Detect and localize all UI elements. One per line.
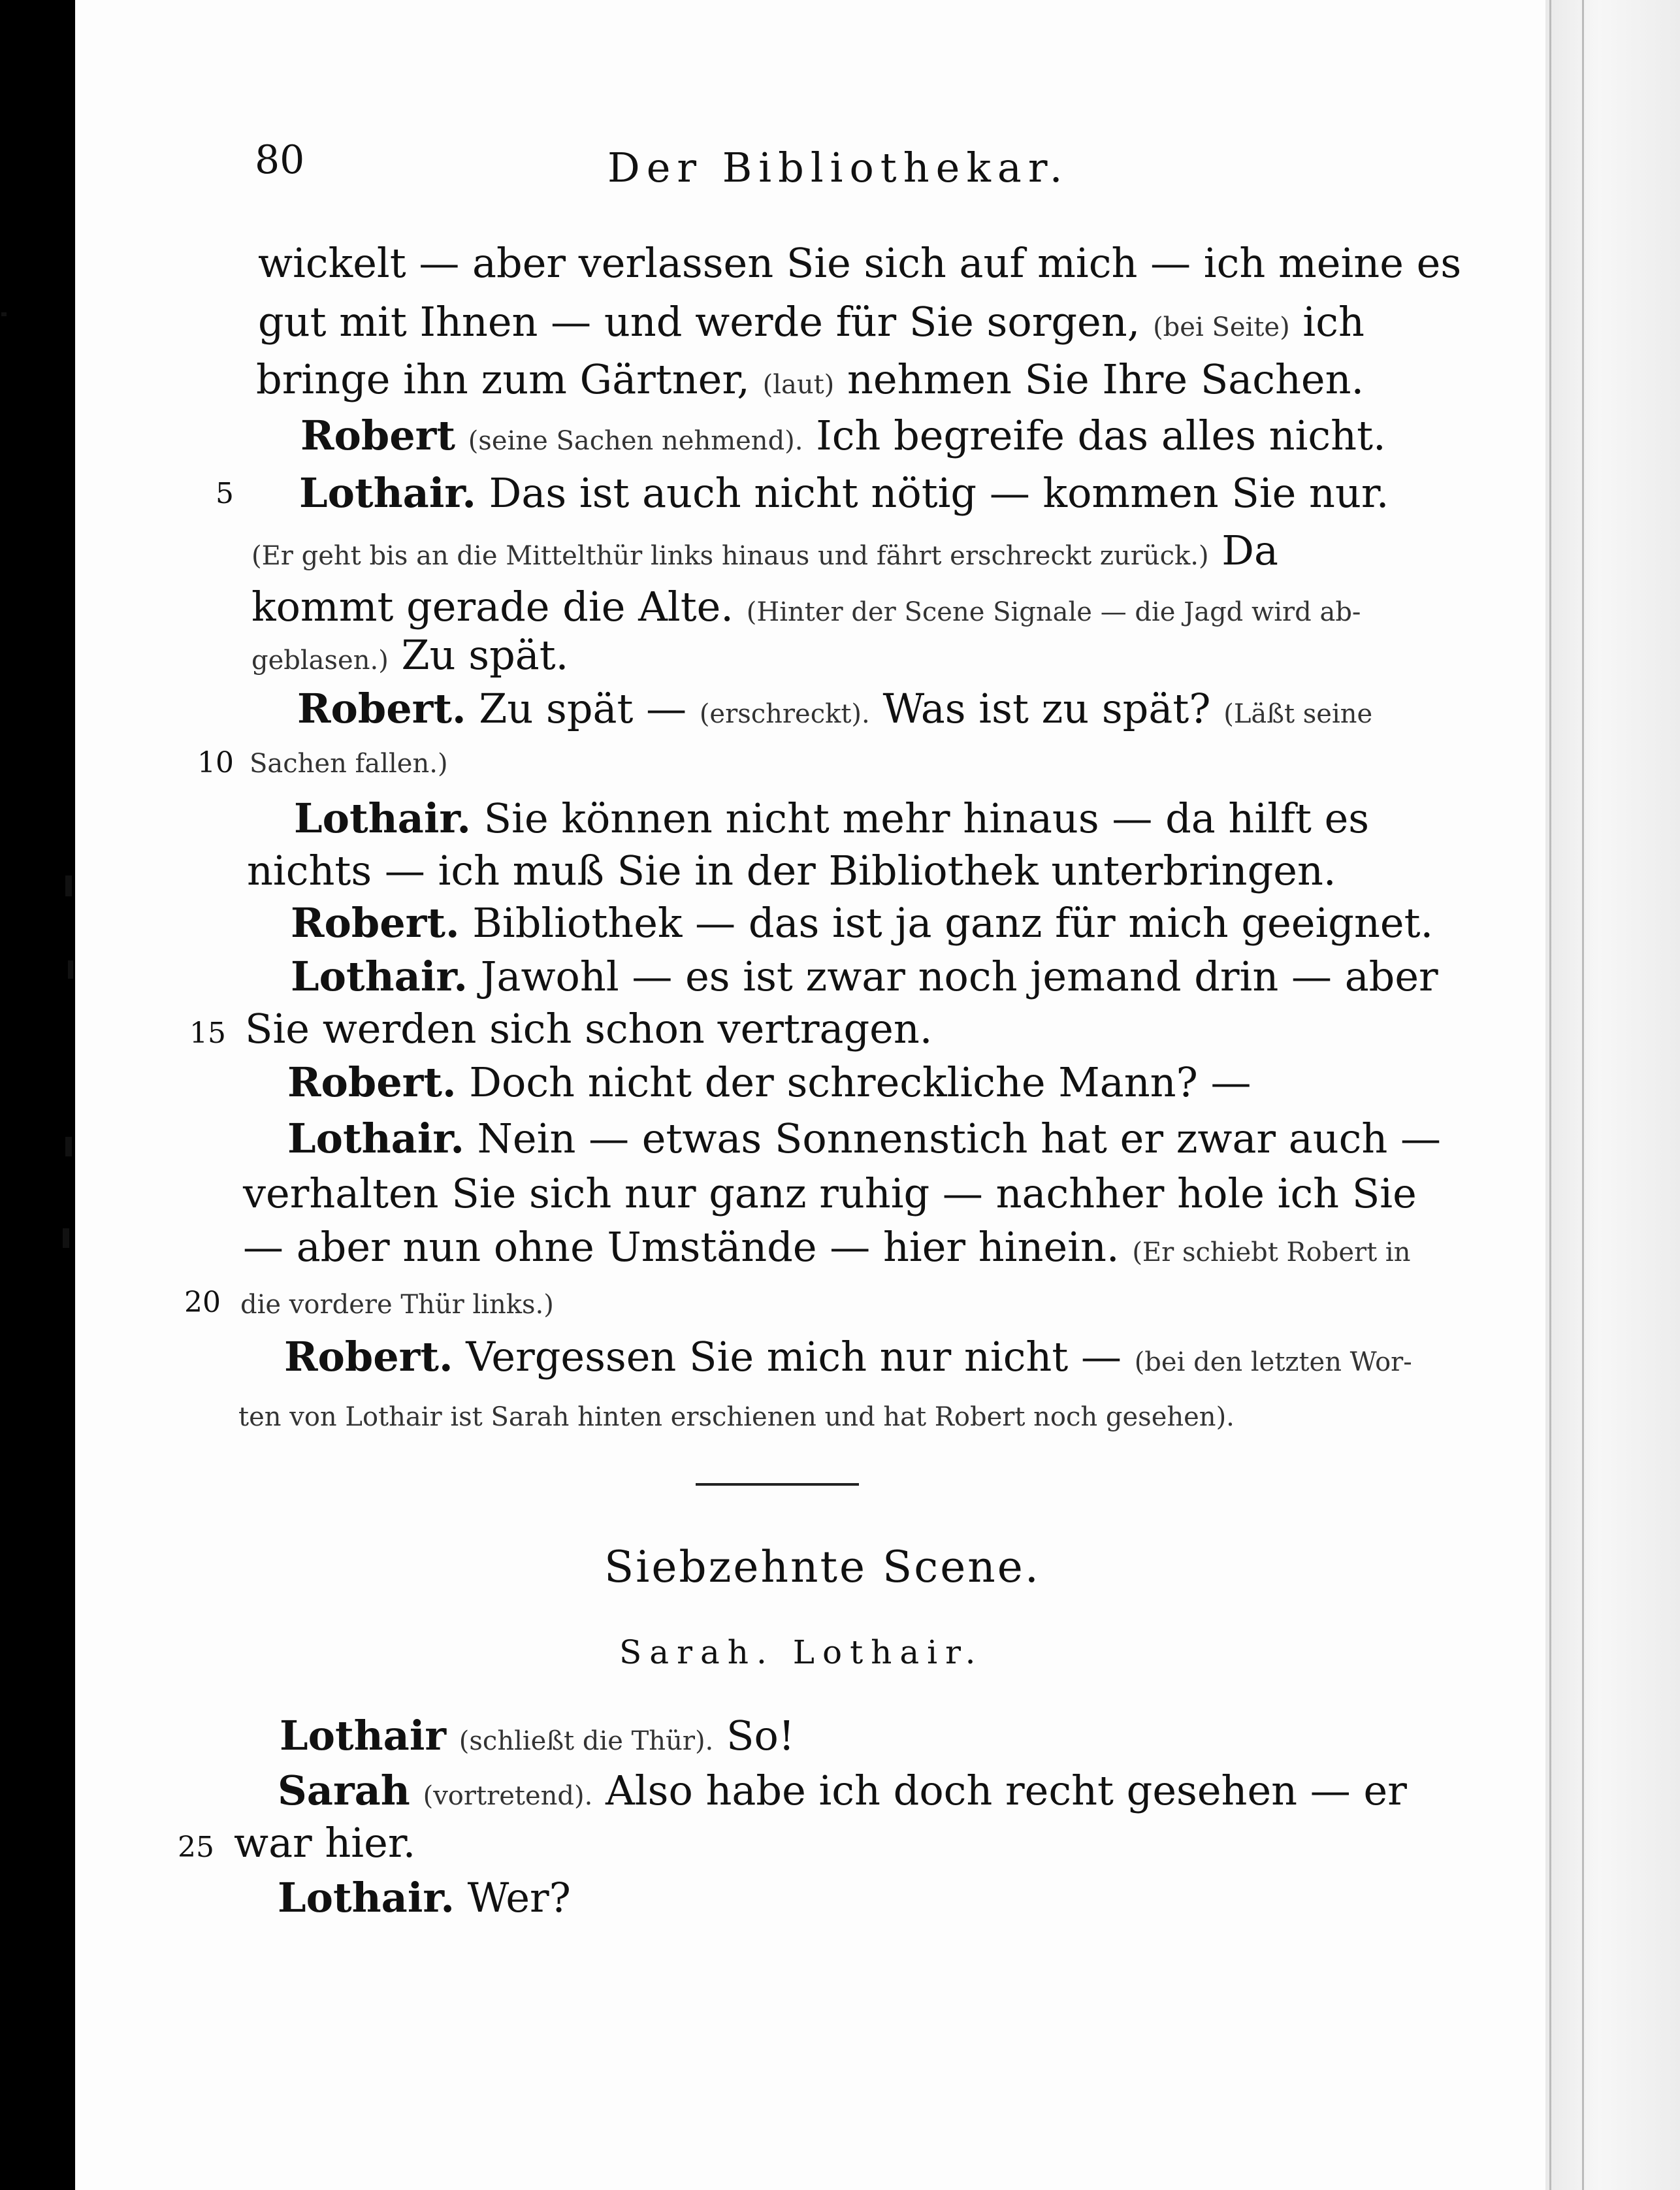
- speech-line: Sarah (vortretend). Also habe ich doch recht gesehen — er: [278, 1767, 1407, 1814]
- speech-line: Robert. Vergessen Sie mich nur nicht — (bei den letzten Wor-: [284, 1333, 1412, 1381]
- speaker-name: Lothair.: [291, 953, 468, 1000]
- text-line: ten von Lothair ist Sarah hinten erschienen und hat Robert noch gesehen).: [238, 1402, 1235, 1432]
- line-number: 25: [178, 1831, 214, 1864]
- speaker-name: Robert.: [297, 685, 466, 732]
- line-number: 5: [216, 477, 234, 510]
- page-edge: [1545, 0, 1680, 2190]
- text-line: bringe ihn zum Gärtner, (laut) nehmen Sie Ihre Sachen.: [256, 355, 1365, 403]
- page-number: 80: [255, 137, 305, 183]
- speaker-name: Robert.: [291, 899, 460, 947]
- scene-heading: Siebzehnte Scene.: [604, 1542, 1041, 1592]
- speech-line: Robert. Doch nicht der schreckliche Mann? —: [287, 1058, 1252, 1106]
- speech-line: Robert (seine Sachen nehmend). Ich begreife das alles nicht.: [300, 412, 1386, 459]
- text-line: (Er geht bis an die Mittelthür links hinaus und fährt erschreckt zurück.) Da: [251, 527, 1278, 574]
- text-line: gut mit Ihnen — und werde für Sie sorgen, (bei Seite) ich: [258, 298, 1365, 346]
- speaker-name: Robert: [300, 412, 455, 459]
- line-number: 15: [189, 1017, 226, 1050]
- line-number: 10: [197, 746, 234, 779]
- text-line: verhalten Sie sich nur ganz ruhig — nachher hole ich Sie: [243, 1169, 1417, 1217]
- text-line: — aber nun ohne Umstände — hier hinein. (Er schiebt Robert in: [243, 1223, 1411, 1271]
- margin-mark: [63, 1228, 69, 1248]
- line-number: 20: [184, 1286, 221, 1319]
- speaker-name: Lothair: [280, 1712, 447, 1759]
- speaker-name: Lothair.: [287, 1115, 464, 1162]
- text-line: die vordere Thür links.): [240, 1290, 554, 1320]
- speech-line: Lothair (schließt die Thür). So!: [280, 1712, 795, 1759]
- speech-line: Lothair. Wer?: [278, 1874, 571, 1921]
- page-edge-line: [1549, 0, 1551, 2190]
- speech-line: Lothair. Sie können nicht mehr hinaus — da hilft es: [294, 794, 1370, 842]
- page-edge-line: [1582, 0, 1584, 2190]
- margin-mark: [68, 960, 73, 979]
- speech-line: Lothair. Nein — etwas Sonnenstich hat er zwar auch —: [287, 1115, 1442, 1162]
- speaker-name: Lothair.: [278, 1874, 455, 1921]
- text-line: kommt gerade die Alte. (Hinter der Scene Signale — die Jagd wird ab-: [251, 583, 1361, 630]
- text-line: geblasen.) Zu spät.: [251, 631, 569, 679]
- speech-line: Robert. Bibliothek — das ist ja ganz für mich geeignet.: [291, 899, 1434, 947]
- scene-cast: Sarah. Lothair.: [619, 1633, 984, 1671]
- text-line: nichts — ich muß Sie in der Bibliothek unterbringen.: [247, 847, 1336, 894]
- speaker-name: Robert.: [287, 1058, 457, 1106]
- speaker-name: Robert.: [284, 1333, 453, 1381]
- text-line: war hier.: [234, 1819, 416, 1867]
- text-line: wickelt — aber verlassen Sie sich auf mich — ich meine es: [258, 239, 1462, 287]
- margin-mark: [65, 1137, 72, 1156]
- running-title: Der Bibliothekar.: [607, 144, 1069, 191]
- text-line: Sachen fallen.): [250, 749, 448, 779]
- speaker-name: Lothair.: [299, 469, 476, 517]
- speech-line: Robert. Zu spät — (erschreckt). Was ist zu spät? (Läßt seine: [297, 685, 1373, 732]
- speech-line: Lothair. Jawohl — es ist zwar noch jemand drin — aber: [291, 953, 1438, 1000]
- speech-line: Lothair. Das ist auch nicht nötig — kommen Sie nur.: [299, 469, 1389, 517]
- section-rule: [696, 1483, 859, 1486]
- speaker-name: Lothair.: [294, 794, 471, 842]
- speaker-name: Sarah: [278, 1767, 410, 1814]
- text-line: Sie werden sich schon vertragen.: [245, 1005, 933, 1053]
- margin-mark: [65, 875, 72, 896]
- margin-mark: [1, 312, 7, 316]
